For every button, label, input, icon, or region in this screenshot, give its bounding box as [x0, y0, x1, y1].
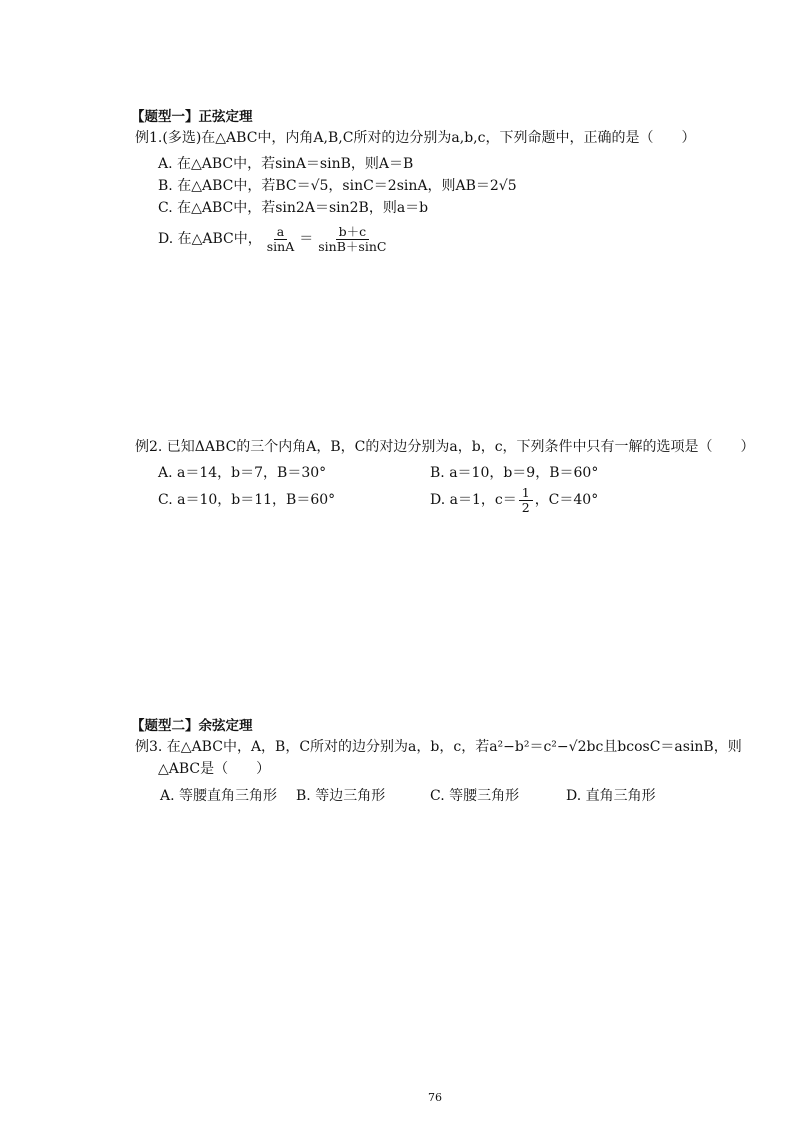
example1-option-c: C. 在△ABC中，若sin2A＝sin2B，则a＝b: [158, 200, 429, 216]
example1-option-a: A. 在△ABC中，若sinA＝sinB，则A＝B: [158, 156, 414, 172]
example3-option-d: D. 直角三角形: [566, 788, 656, 804]
example1-option-d-prefix: D. 在△ABC中，: [158, 231, 262, 247]
fraction-denominator: sinA: [266, 238, 295, 254]
fraction-denominator: 2: [521, 499, 530, 515]
fraction-denominator: sinB＋sinC: [318, 238, 387, 254]
example2-option-c: C. a＝10，b＝11，B＝60°: [158, 492, 336, 508]
example3-option-c: C. 等腰三角形: [430, 788, 520, 804]
example1-stem: 例1.(多选)在△ABC中，内角A,B,C所对的边分别为a,b,c，下列命题中，正确的是（ ）: [135, 130, 696, 146]
example2-option-d: [430, 484, 598, 516]
example2-option-d-prefix: D. a＝1，c＝: [430, 492, 517, 508]
equals-sign: ＝: [299, 231, 314, 247]
fraction-one-half: [519, 486, 533, 515]
example1-option-d: [158, 224, 391, 254]
example2-option-a: A. a＝14，b＝7，B＝30°: [158, 465, 327, 481]
fraction-numerator: 1: [519, 486, 533, 501]
example3-option-b: B. 等边三角形: [296, 788, 386, 804]
example3-option-a: A. 等腰直角三角形: [160, 788, 278, 804]
example3-stem-line2: △ABC是（ ）: [158, 761, 271, 777]
section-heading-sine-law: 【题型一】正弦定理: [131, 109, 253, 125]
example2-stem: 例2. 已知ΔABC的三个内角A，B，C的对边分别为a，b，c，下列条件中只有一解的选项是（ ）: [135, 439, 755, 455]
section-heading-cosine-law: 【题型二】余弦定理: [131, 718, 253, 734]
page-number: 76: [428, 1091, 442, 1104]
fraction-numerator: a: [274, 225, 287, 240]
example3-stem-line1: 例3. 在△ABC中，A，B，C所对的边分别为a，b，c，若a²−b²＝c²−√2bc且bcosC＝asinB，则: [135, 739, 742, 755]
example1-option-b: B. 在△ABC中，若BC＝√5，sinC＝2sinA，则AB＝2√5: [158, 178, 517, 194]
example2-option-b: B. a＝10，b＝9，B＝60°: [430, 465, 599, 481]
fraction-b-plus-c-over-sum-sines: [315, 225, 389, 254]
fraction-numerator: b＋c: [336, 225, 370, 240]
example2-option-d-suffix: ，C＝40°: [534, 492, 599, 508]
fraction-a-over-sinA: [264, 225, 298, 254]
